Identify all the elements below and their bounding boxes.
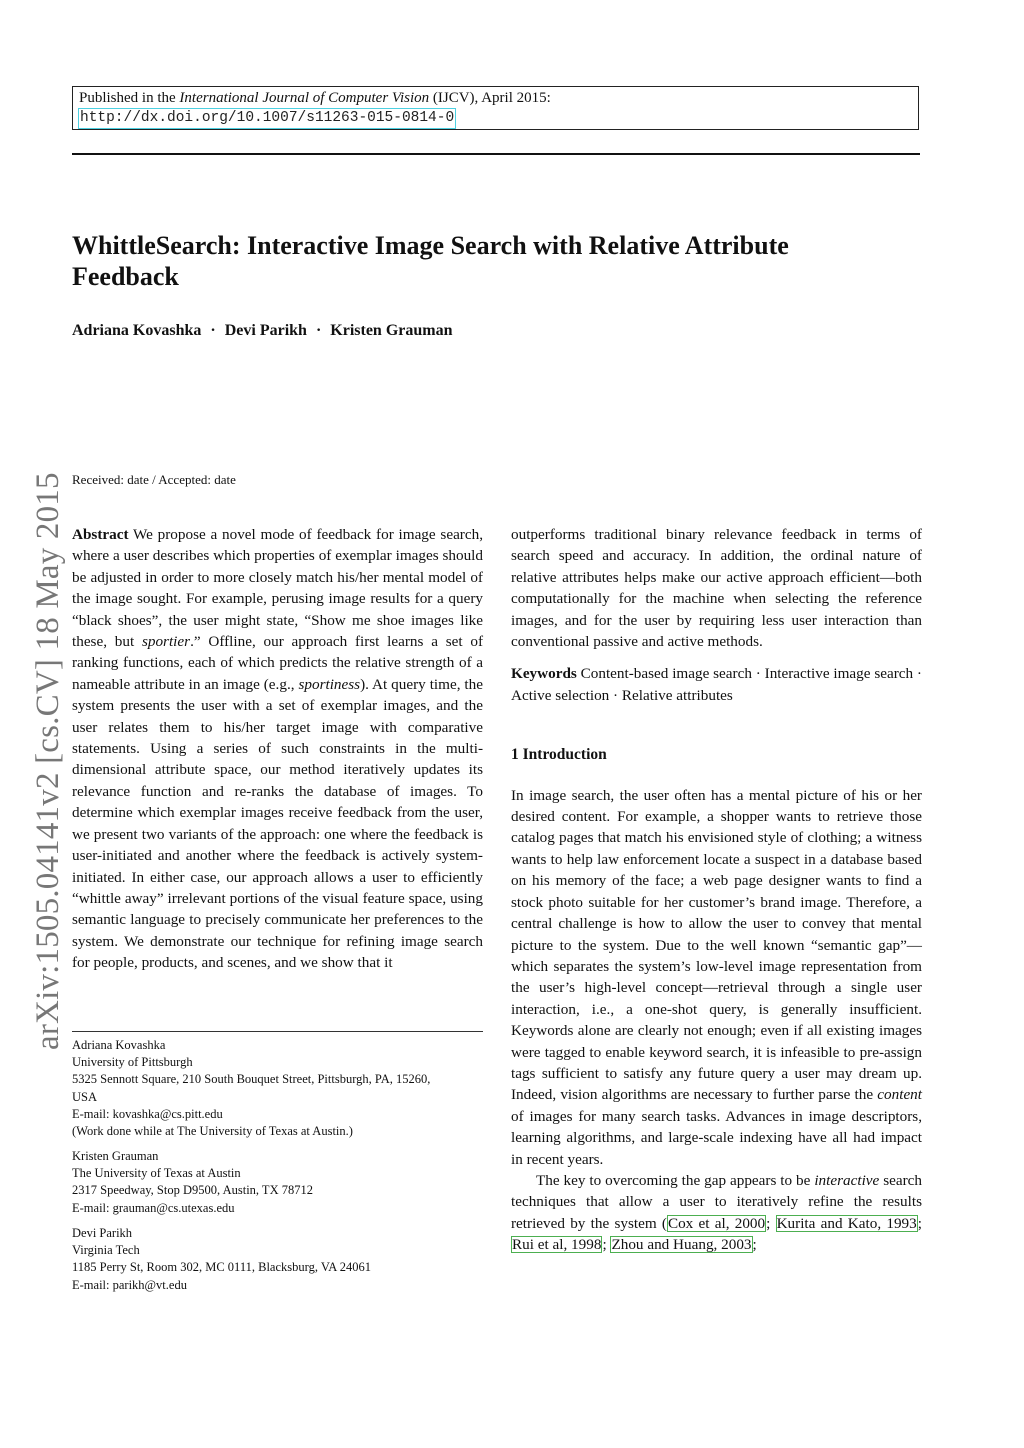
abstract-label: Abstract bbox=[72, 526, 129, 543]
author-separator: · bbox=[210, 322, 216, 339]
intro-emphasis: content bbox=[877, 1086, 922, 1104]
affiliation-line: (Work done while at The University of Texas at Austin.) bbox=[72, 1124, 353, 1139]
abstract-text: We propose a novel mode of feedback for image search, where a user describes which properties of exemplar images should be adjusted in order to more closely match his/her mental model of the image sought. For example, perusing image results for a query “black shoes”, the user might state, “Show me shoe images like these, but bbox=[72, 526, 483, 651]
abstract-text: .” Offline, our approach first learns a set of ranking functions, each of which predicts the relative strength of a nameable attribute in an image (e.g., bbox=[72, 633, 483, 693]
affiliation-line: 1185 Perry St, Room 302, MC 0111, Blacksburg, VA 24061 bbox=[72, 1260, 371, 1275]
affiliation-email: E-mail: parikh@vt.edu bbox=[72, 1277, 187, 1292]
intro-text: In image search, the user often has a mental picture of his or her desired content. For example, a shopper wants to retrieve those catalog pages that match his envisioned style of clothing; a witness wants to help law enforcement locate a suspect in a database based on his memory of the face; a web page designer wants to find a stock photo suitable for her customer’s brand image. Therefore, a central challenge is how to allow the user to convey that mental picture to the system. Due to the well known “semantic gap”—which separates the system’s low-level image representation from the user’s high-level concept—retrieval through a single user interaction, i.e., a one-shot query, is generally insufficient. Keywords alone are clearly not enough; even if all existing images were tagged to enable keyword search, it is infeasible to pre-assign tags sufficient to satisfy any future query a user may dream up. Indeed, vision algorithms are necessary to further parse the bbox=[511, 786, 922, 1104]
affiliation-line: Adriana Kovashka bbox=[72, 1038, 166, 1052]
abstract-text: outperforms traditional binary relevance feedback in terms of search speed and accuracy. In addition, the ordinal nature of relative attributes helps make our active approach efficient—both computationally for the machine when selecting the reference images, and for the user by requiring less user interaction than conventional passive and active methods. bbox=[511, 526, 922, 651]
arxiv-stamp: arXiv:1505.04141v2 [cs.CV] 18 May 2015 bbox=[30, 472, 66, 1050]
pub-prefix: Published in the bbox=[79, 90, 180, 106]
affiliation-line: Devi Parikh bbox=[72, 1226, 133, 1240]
affiliation-line: University of Pittsburgh bbox=[72, 1055, 193, 1070]
affiliation-email: E-mail: grauman@cs.utexas.edu bbox=[72, 1200, 235, 1215]
received-line: Received: date / Accepted: date bbox=[72, 472, 236, 487]
affiliation-line: USA bbox=[72, 1089, 98, 1104]
affiliation-line: Virginia Tech bbox=[72, 1243, 140, 1258]
affiliation-line: The University of Texas at Austin bbox=[72, 1166, 241, 1181]
section-heading: 1 Introduction bbox=[511, 746, 607, 764]
publication-line bbox=[79, 89, 912, 108]
affiliation-grauman bbox=[72, 1148, 313, 1217]
affiliation-line: 5325 Sennott Square, 210 South Bouquet Street, Pittsburgh, PA, 15260, bbox=[72, 1072, 431, 1087]
author-list bbox=[72, 322, 453, 340]
affiliation-line: 2317 Speedway, Stop D9500, Austin, TX 78712 bbox=[72, 1183, 313, 1198]
right-column bbox=[511, 524, 922, 1256]
affiliation-email: E-mail: kovashka@cs.pitt.edu bbox=[72, 1106, 223, 1121]
citation-separator: ; bbox=[917, 1214, 922, 1232]
intro-paragraph bbox=[511, 785, 922, 1170]
journal-name: International Journal of Computer Vision bbox=[179, 90, 430, 106]
header-rule bbox=[72, 153, 920, 155]
paper-title: WhittleSearch: Interactive Image Search with Relative Attribute Feedback bbox=[72, 231, 789, 291]
doi-link[interactable]: http://dx.doi.org/10.1007/s11263-015-0814-0 bbox=[80, 110, 455, 126]
intro-emphasis: interactive bbox=[814, 1171, 880, 1189]
publication-box bbox=[72, 86, 919, 130]
intro-text: The key to overcoming the gap appears to be bbox=[536, 1171, 815, 1189]
abstract-continuation bbox=[511, 524, 922, 652]
trailing-punctuation: ; bbox=[752, 1236, 757, 1254]
affiliation-line: Kristen Grauman bbox=[72, 1149, 159, 1163]
intro-text: of images for many search tasks. Advances in image descriptors, learning algorithms, and large-scale indexing have all had impact in recent years. bbox=[511, 1107, 922, 1168]
affiliation-kovashka bbox=[72, 1037, 430, 1140]
keywords-text: Content-based image search · Interactive image search · Active selection · Relative attributes bbox=[511, 665, 922, 704]
author-separator: · bbox=[315, 322, 322, 339]
citation-separator: ; bbox=[766, 1214, 776, 1232]
author-name: Adriana Kovashka bbox=[72, 322, 202, 339]
citation-link[interactable]: Rui et al, 1998 bbox=[512, 1236, 602, 1254]
footnote-rule bbox=[72, 1031, 483, 1032]
keywords-label: Keywords bbox=[511, 665, 577, 683]
abstract-text: ). At query time, the system presents the user with a set of exemplar images, and the user relates them to his/her target image with comparative statements. Using a series of such constraints in the multi-dimensional attribute space, our method iteratively updates its relevance function and re-ranks the database of images. To determine which exemplar images receive feedback from the user, we present two variants of the approach: one where the feedback is user-initiated and another where the feedback is actively system-initiated. In either case, our approach allows a user to efficiently “whittle away” irrelevant portions of the visual feature space, using semantic language to precisely communicate her preferences to the system. We demonstrate our technique for refining image search for people, products, and scenes, and we show that it bbox=[72, 675, 483, 972]
keywords bbox=[511, 663, 922, 706]
intro-paragraph bbox=[511, 1170, 922, 1256]
author-name: Devi Parikh bbox=[224, 322, 307, 339]
citation-link[interactable]: Zhou and Huang, 2003 bbox=[611, 1236, 752, 1254]
citation-link[interactable]: Cox et al, 2000 bbox=[667, 1214, 766, 1232]
abstract-emphasis: sportier bbox=[141, 633, 191, 651]
citation-separator: ; bbox=[602, 1236, 611, 1254]
pub-suffix: (IJCV), April 2015: bbox=[429, 90, 551, 106]
author-name: Kristen Grauman bbox=[330, 322, 453, 339]
abstract-emphasis: sportiness bbox=[298, 675, 361, 693]
abstract-paragraph bbox=[72, 524, 483, 974]
abstract-column bbox=[72, 524, 483, 974]
citation-link[interactable]: Kurita and Kato, 1993 bbox=[776, 1214, 917, 1232]
affiliation-parikh bbox=[72, 1225, 371, 1294]
intro-text: search techniques that allow a user to iteratively refine the results retrieved by the system ( bbox=[511, 1171, 923, 1232]
